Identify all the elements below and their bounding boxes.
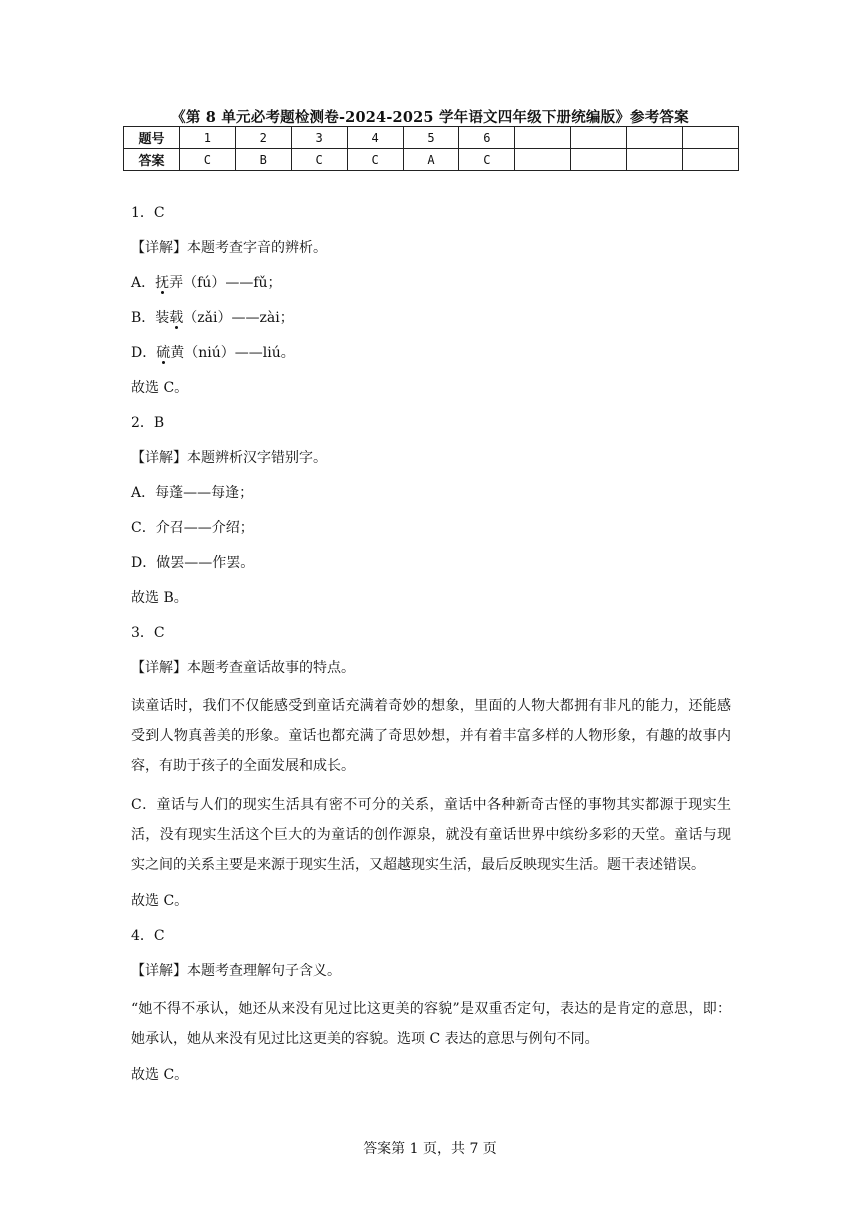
table-cell: 2 [235,127,291,149]
table-row [124,127,739,149]
table-cell [627,149,683,171]
table-header-cell: 答案 [124,149,180,171]
question-number: 2．B [131,415,165,431]
option-text: 弄（fú）——fǔ； [169,275,282,291]
answer-table [123,126,739,171]
conclusion-line: 故选 B。 [131,590,188,606]
explanation-paragraph: “她不得不承认，她还从来没有见过比这更美的容貌”是双重否定句，表达的是肯定的意思，即：她承认，她从来没有见过比这更美的容貌。选项 C 表达的意思与例句不同。 [131,1001,731,1047]
option-line [131,341,731,365]
option-text: B．装 [131,310,170,326]
detail-line: 【详解】本题考查理解句子含义。 [131,963,341,979]
option-line [131,271,731,295]
table-header-cell: 题号 [124,127,180,149]
table-row [124,149,739,171]
table-cell: C [179,149,235,171]
explanation-paragraph: 读童话时，我们不仅能感受到童话充满着奇妙的想象，里面的人物大都拥有非凡的能力，还能感受到人物真善美的形象。童话也都充满了奇思妙想，并有着丰富多样的人物形象，有趣的故事内容，有助于孩子的全面发展和成长。 [131,698,731,774]
conclusion-line: 故选 C。 [131,380,189,396]
option-text: A． [131,275,156,291]
option-text: 黄（niú）——liú。 [170,345,295,361]
table-cell: 1 [179,127,235,149]
table-cell: A [403,149,459,171]
question-number: 4．C [131,928,165,944]
table-cell: C [291,149,347,171]
table-cell: 3 [291,127,347,149]
table-cell: 4 [347,127,403,149]
table-cell [515,149,571,171]
answer-content [131,201,731,1098]
conclusion-line: 故选 C。 [131,1067,189,1083]
table-cell [515,127,571,149]
detail-line: 【详解】本题考查字音的辨析。 [131,240,327,256]
detail-line: 【详解】本题辨析汉字错别字。 [131,450,327,466]
explanation-paragraph: C．童话与人们的现实生活具有密不可分的关系，童话中各种新奇古怪的事物其实都源于现实生活，没有现实生活这个巨大的为童话的创作源泉，就没有童话世界中缤纷多彩的天堂。童话与现实之间的关系主要是来源于现实生活，又超越现实生活，最后反映现实生活。题干表述错误。 [131,797,731,873]
emphasis-char: 抚 [155,275,170,291]
option-line: C．介召——介绍； [131,520,254,536]
option-line: D．做罢——作罢。 [131,555,255,571]
document-title: 《第 8 单元必考题检测卷-2024-2025 学年语文四年级下册统编版》参考答案 [171,109,689,126]
table-cell [571,149,627,171]
conclusion-line: 故选 C。 [131,893,189,909]
table-cell [683,149,739,171]
table-cell: 6 [459,127,515,149]
table-cell [683,127,739,149]
page-footer: 答案第 1 页，共 7 页 [363,1141,497,1157]
table-cell [627,127,683,149]
question-number: 1．C [131,205,165,221]
option-line: A．每蓬——每逢； [131,485,254,501]
option-text: D． [131,345,157,361]
table-cell: C [459,149,515,171]
table-cell: C [347,149,403,171]
table-cell [571,127,627,149]
emphasis-char: 硫 [156,345,171,361]
question-number: 3．C [131,625,165,641]
detail-line: 【详解】本题考查童话故事的特点。 [131,660,355,676]
table-cell: 5 [403,127,459,149]
option-text: （zǎi）——zài； [183,310,294,326]
table-cell: B [235,149,291,171]
option-line [131,306,731,330]
emphasis-char: 载 [169,310,184,326]
